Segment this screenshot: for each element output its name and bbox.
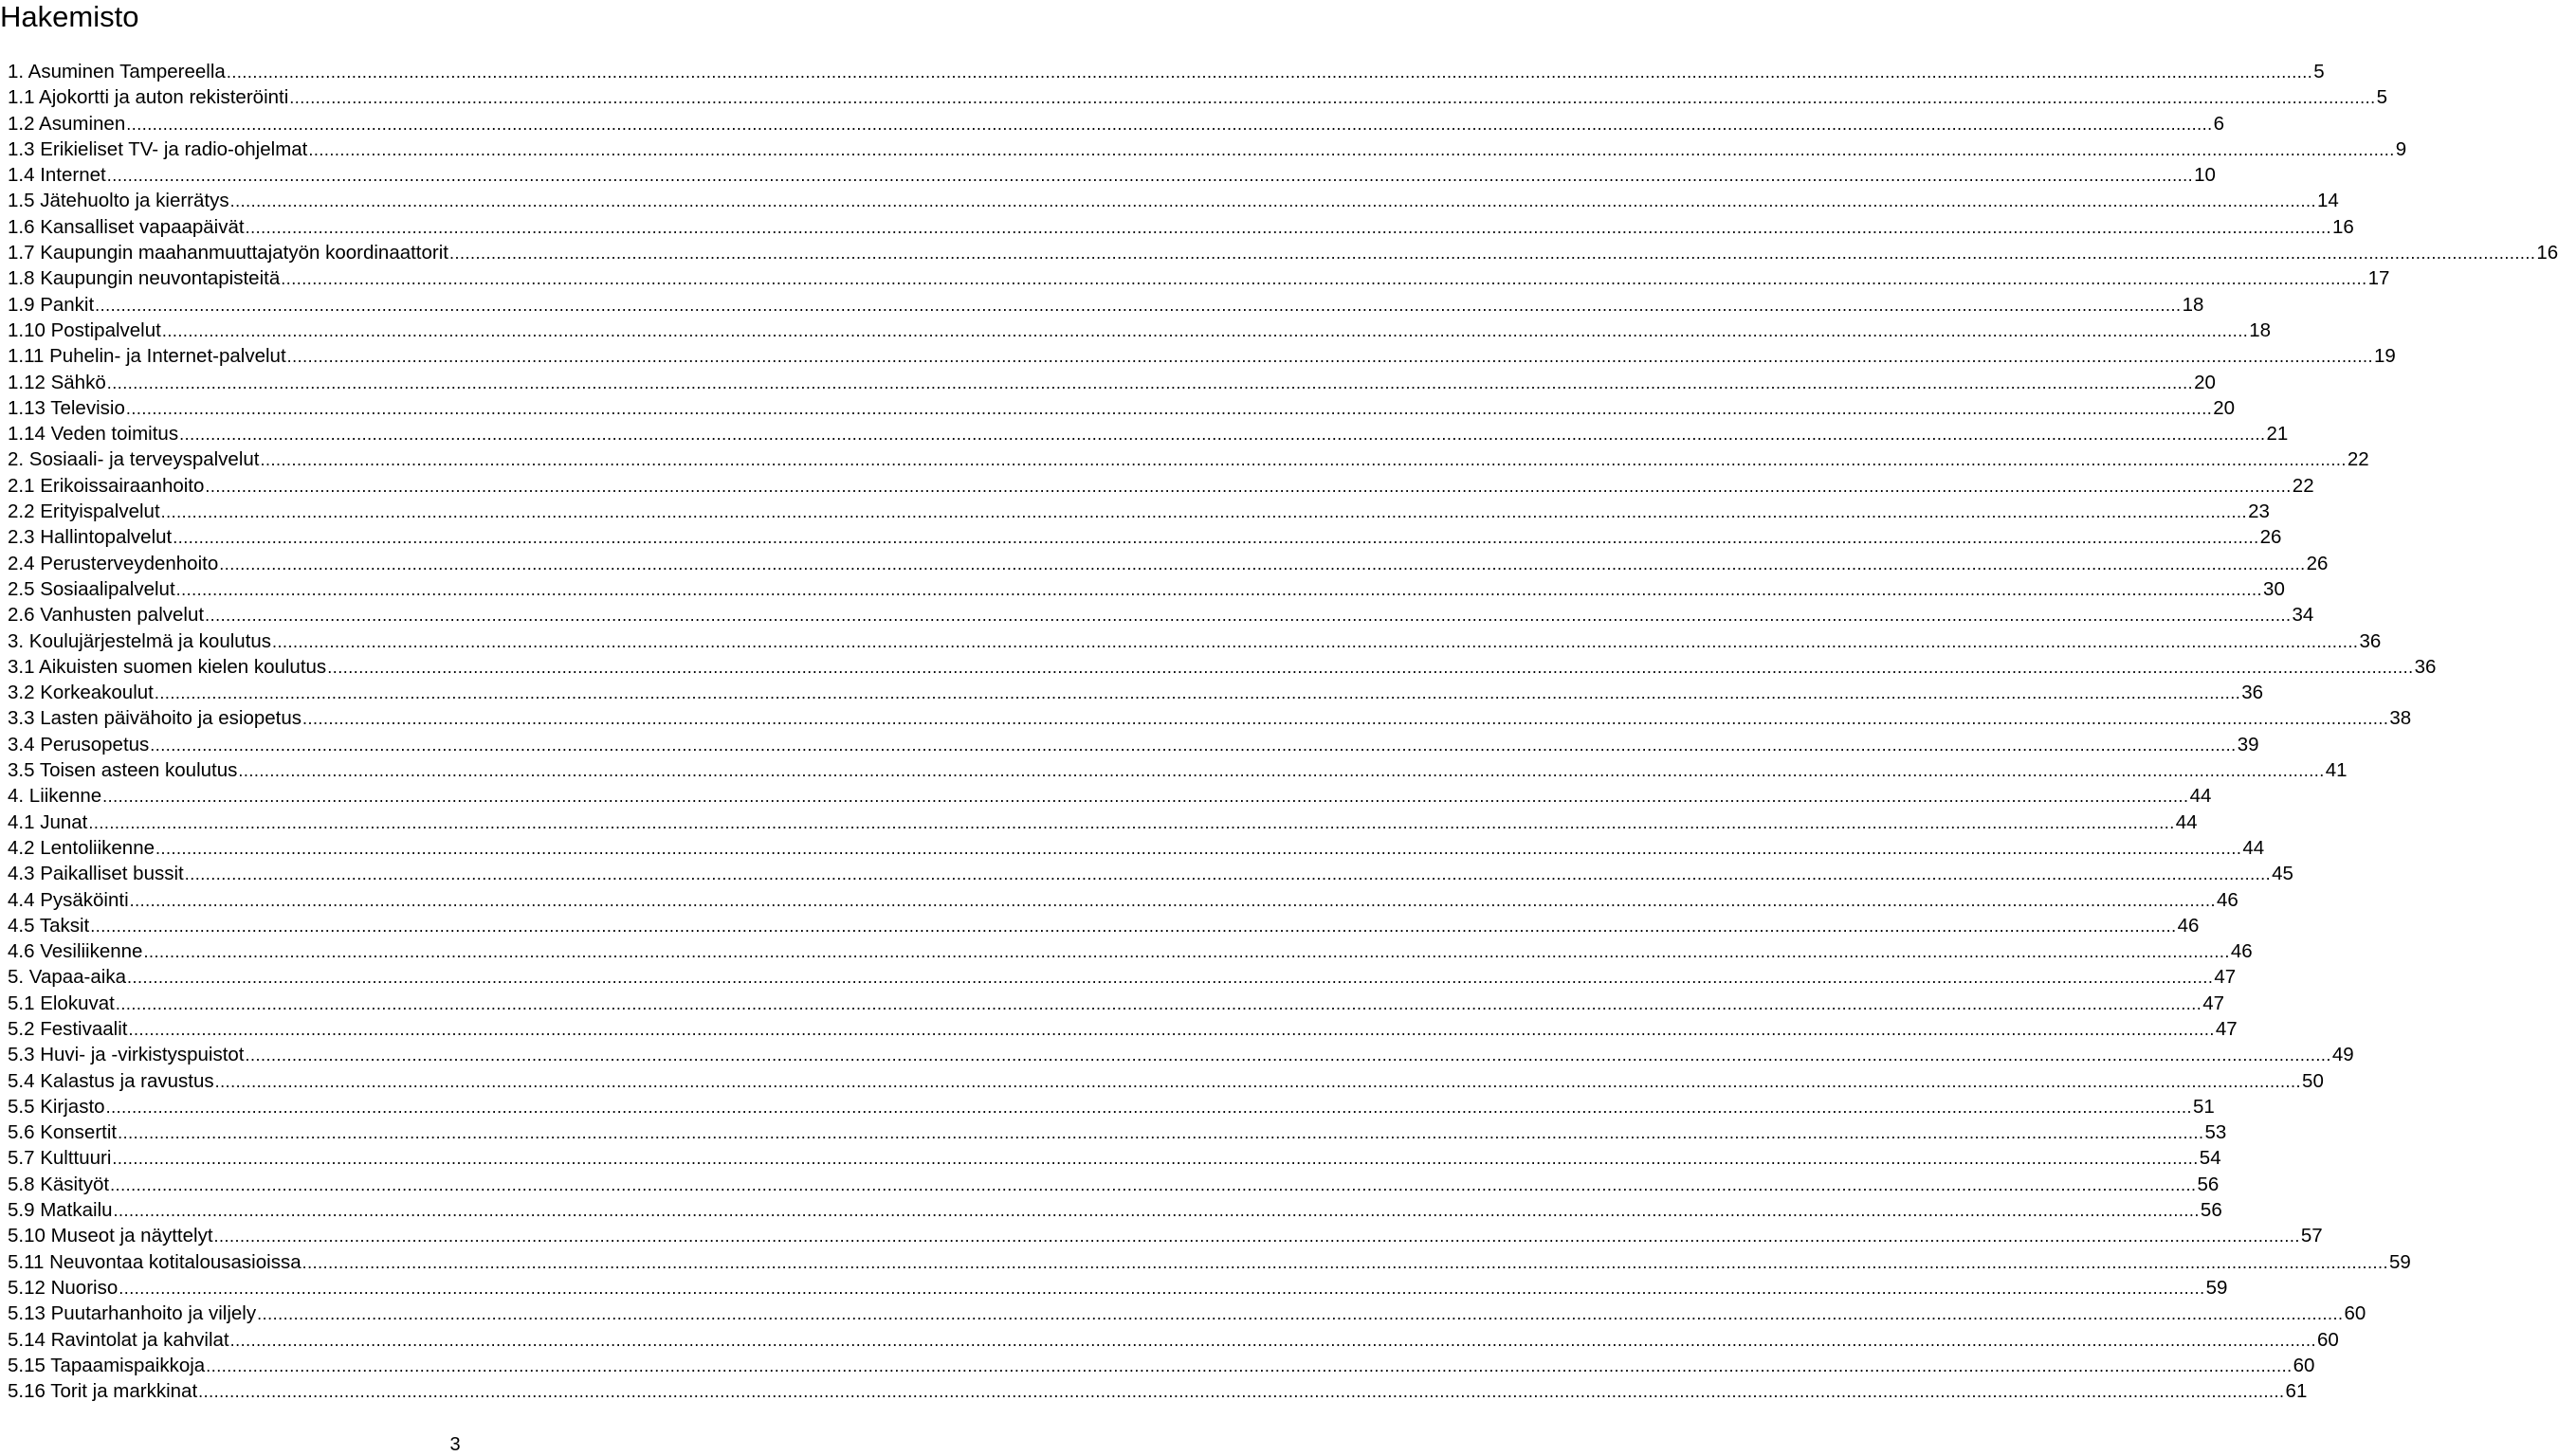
toc-entry-page-number[interactable]: 16 — [2331, 215, 2354, 238]
toc-entry[interactable] — [8, 1327, 2339, 1353]
toc-entry-page-number[interactable]: 47 — [2215, 1017, 2238, 1040]
toc-entry[interactable] — [8, 861, 2293, 886]
toc-entry[interactable] — [8, 343, 2396, 369]
toc-entry-label[interactable]: 2. Sosiaali- ja terveyspalvelut — [8, 448, 260, 471]
toc-entry[interactable] — [8, 1249, 2411, 1275]
toc-entry[interactable] — [8, 473, 2314, 499]
dot-leader: ................................................................................................................................................................................................................................................................................................................................................................................................................ — [213, 1227, 2300, 1247]
toc-entry-label[interactable]: 4.2 Lentoliikenne — [8, 836, 155, 859]
toc-entry-label[interactable]: 5.2 Festivaalit — [8, 1017, 128, 1040]
toc-entry[interactable] — [8, 162, 2216, 188]
toc-entry-page-number[interactable]: 22 — [2347, 448, 2369, 471]
dot-leader: ................................................................................................................................................................................................................................................................................................................................................................................................................ — [289, 88, 2376, 108]
dot-leader: ................................................................................................................................................................................................................................................................................................................................................................................................................ — [106, 166, 2194, 186]
dot-leader: ................................................................................................................................................................................................................................................................................................................................................................................................................ — [260, 450, 2347, 470]
dot-leader: ................................................................................................................................................................................................................................................................................................................................................................................................................ — [226, 63, 2313, 82]
toc-entry-label[interactable]: 3.5 Toisen asteen koulutus — [8, 759, 238, 782]
toc-entry-label[interactable]: 1.1 Ajokortti ja auton rekisteröinti — [8, 86, 289, 109]
toc-entry-page-number[interactable]: 6 — [2213, 112, 2225, 135]
dot-leader: ................................................................................................................................................................................................................................................................................................................................................................................................................ — [115, 993, 2202, 1013]
toc-entry-page-number[interactable]: 51 — [2192, 1095, 2215, 1118]
toc-entry-label[interactable]: 1.14 Veden toimitus — [8, 423, 179, 446]
dot-leader: ................................................................................................................................................................................................................................................................................................................................................................................................................ — [179, 425, 2266, 445]
toc-entry-page-number[interactable]: 45 — [2272, 863, 2293, 885]
toc-entry[interactable] — [8, 1094, 2215, 1119]
toc-entry-page-number[interactable]: 44 — [2189, 785, 2212, 808]
dot-leader: ................................................................................................................................................................................................................................................................................................................................................................................................................ — [272, 631, 2359, 651]
toc-entry[interactable] — [8, 654, 2437, 680]
toc-entry-label[interactable]: 2.2 Erityispalvelut — [8, 500, 160, 523]
toc-entry-label[interactable]: 2.5 Sosiaalipalvelut — [8, 577, 175, 600]
toc-entry-page-number[interactable]: 46 — [2230, 940, 2253, 963]
toc-entry[interactable] — [8, 1223, 2323, 1248]
toc-entry[interactable] — [8, 913, 2200, 938]
dot-leader: ................................................................................................................................................................................................................................................................................................................................................................................................................ — [219, 554, 2306, 573]
toc-entry[interactable] — [8, 395, 2236, 421]
dot-leader: ................................................................................................................................................................................................................................................................................................................................................................................................................ — [155, 838, 2242, 858]
toc-entry-label[interactable]: 1.7 Kaupungin maahanmuuttajatyön koordinaattorit — [8, 242, 448, 264]
toc-entry[interactable] — [8, 240, 2558, 265]
toc-entry-label[interactable]: 3.2 Korkeakoulut — [8, 682, 154, 704]
toc-entry-label[interactable]: 5.5 Kirjasto — [8, 1095, 105, 1118]
dot-leader: ................................................................................................................................................................................................................................................................................................................................................................................................................ — [198, 1382, 2285, 1402]
toc-entry-label[interactable]: 5.8 Käsityöt — [8, 1173, 110, 1195]
toc-entry-page-number[interactable]: 53 — [2204, 1121, 2227, 1144]
dot-leader: ................................................................................................................................................................................................................................................................................................................................................................................................................ — [327, 657, 2414, 677]
toc-entry[interactable] — [8, 810, 2198, 835]
toc-entry[interactable] — [8, 499, 2270, 524]
toc-entry-label[interactable]: 5.13 Puutarhanhoito ja viljely — [8, 1302, 257, 1325]
toc-entry[interactable] — [8, 991, 2225, 1016]
toc-entry-page-number[interactable]: 60 — [2344, 1302, 2366, 1325]
toc-entry[interactable] — [8, 680, 2264, 705]
dot-leader: ................................................................................................................................................................................................................................................................................................................................................................................................................ — [206, 1356, 2293, 1375]
toc-entry-label[interactable]: 1.6 Kansalliset vapaapäivät — [8, 215, 245, 238]
dot-leader: ................................................................................................................................................................................................................................................................................................................................................................................................................ — [112, 1149, 2199, 1169]
toc-entry[interactable] — [8, 732, 2259, 757]
toc-entry-page-number[interactable]: 36 — [2414, 655, 2437, 678]
toc-entry-page-number[interactable]: 10 — [2194, 164, 2216, 187]
toc-entry[interactable] — [8, 59, 2325, 84]
toc-entry[interactable] — [8, 1042, 2354, 1067]
toc-entry-page-number[interactable]: 59 — [2205, 1276, 2228, 1299]
toc-entry-label[interactable]: 1.2 Asuminen — [8, 112, 126, 135]
toc-entry-page-number[interactable]: 57 — [2300, 1225, 2323, 1247]
dot-leader: ................................................................................................................................................................................................................................................................................................................................................................................................................ — [128, 1019, 2215, 1039]
toc-entry-page-number[interactable]: 59 — [2388, 1250, 2411, 1273]
toc-entry[interactable] — [8, 318, 2272, 343]
toc-entry[interactable] — [8, 783, 2212, 809]
toc-entry[interactable] — [8, 1301, 2366, 1326]
toc-entry-page-number[interactable]: 9 — [2395, 137, 2407, 160]
dot-leader: ................................................................................................................................................................................................................................................................................................................................................................................................................ — [205, 606, 2292, 626]
table-of-contents — [8, 59, 2558, 1404]
toc-entry[interactable] — [8, 576, 2285, 602]
dot-leader: ................................................................................................................................................................................................................................................................................................................................................................................................................ — [110, 1174, 2197, 1194]
toc-entry-page-number[interactable]: 49 — [2331, 1044, 2354, 1066]
toc-entry-page-number[interactable]: 56 — [2197, 1173, 2220, 1195]
toc-entry[interactable] — [8, 214, 2354, 240]
dot-leader: ................................................................................................................................................................................................................................................................................................................................................................................................................ — [302, 709, 2389, 729]
toc-entry-page-number[interactable]: 41 — [2325, 759, 2348, 782]
toc-entry-page-number[interactable]: 38 — [2389, 707, 2412, 730]
toc-entry-label[interactable]: 1.11 Puhelin- ja Internet-palvelut — [8, 345, 286, 368]
toc-entry-page-number[interactable]: 26 — [2306, 552, 2329, 574]
dot-leader: ................................................................................................................................................................................................................................................................................................................................................................................................................ — [205, 476, 2292, 496]
toc-entry-label[interactable]: 1.5 Jätehuolto ja kierrätys — [8, 190, 229, 212]
toc-entry[interactable] — [8, 421, 2289, 446]
toc-entry-page-number[interactable]: 30 — [2263, 577, 2285, 600]
toc-entry[interactable] — [8, 1378, 2308, 1404]
dot-leader: ................................................................................................................................................................................................................................................................................................................................................................................................................ — [129, 890, 2217, 910]
dot-leader: ................................................................................................................................................................................................................................................................................................................................................................................................................ — [281, 269, 2367, 289]
toc-entry[interactable] — [8, 370, 2216, 395]
toc-entry-label[interactable]: 5. Vapaa-aika — [8, 966, 126, 989]
toc-entry-page-number[interactable]: 5 — [2376, 86, 2388, 109]
toc-entry[interactable] — [8, 111, 2225, 136]
toc-entry-label[interactable]: 5.1 Elokuvat — [8, 992, 115, 1014]
dot-leader: ................................................................................................................................................................................................................................................................................................................................................................................................................ — [229, 191, 2316, 211]
toc-entry[interactable] — [8, 1068, 2324, 1094]
toc-entry-label[interactable]: 1.4 Internet — [8, 164, 106, 187]
toc-entry-page-number[interactable]: 23 — [2248, 500, 2270, 523]
toc-entry-label[interactable]: 5.4 Kalastus ja ravustus — [8, 1069, 214, 1092]
toc-entry[interactable] — [8, 1353, 2315, 1378]
toc-entry[interactable] — [8, 446, 2369, 472]
toc-entry[interactable] — [8, 84, 2388, 110]
toc-entry-label[interactable]: 1.9 Pankit — [8, 293, 95, 316]
toc-entry-label[interactable]: 1.8 Kaupungin neuvontapisteitä — [8, 267, 281, 290]
toc-entry-page-number[interactable]: 60 — [2317, 1328, 2339, 1351]
toc-entry-label[interactable]: 1.12 Sähkö — [8, 371, 106, 393]
toc-entry-label[interactable]: 1.13 Televisio — [8, 396, 125, 419]
toc-entry-page-number[interactable]: 22 — [2292, 474, 2314, 497]
toc-entry-page-number[interactable]: 36 — [2359, 629, 2382, 652]
toc-entry[interactable] — [8, 136, 2407, 162]
dot-leader: ................................................................................................................................................................................................................................................................................................................................................................................................................ — [88, 812, 2175, 832]
toc-entry[interactable] — [8, 1275, 2228, 1301]
toc-entry[interactable] — [8, 938, 2253, 964]
toc-entry-page-number[interactable]: 46 — [2177, 914, 2200, 937]
toc-entry-page-number[interactable]: 47 — [2214, 966, 2237, 989]
dot-leader: ................................................................................................................................................................................................................................................................................................................................................................................................................ — [229, 1330, 2316, 1350]
toc-entry-page-number[interactable]: 44 — [2242, 836, 2265, 859]
toc-entry-label[interactable]: 5.14 Ravintolat ja kahvilat — [8, 1328, 229, 1351]
page-number: 3 — [449, 1434, 461, 1455]
dot-leader: ................................................................................................................................................................................................................................................................................................................................................................................................................ — [238, 761, 2325, 781]
toc-entry-label[interactable]: 5.11 Neuvontaa kotitalousasioissa — [8, 1250, 301, 1273]
dot-leader: ................................................................................................................................................................................................................................................................................................................................................................................................................ — [105, 1097, 2192, 1117]
toc-entry-page-number[interactable]: 46 — [2217, 888, 2238, 911]
toc-entry[interactable] — [8, 628, 2382, 654]
toc-entry-label[interactable]: 2.1 Erikoissairaanhoito — [8, 474, 205, 497]
dot-leader: ................................................................................................................................................................................................................................................................................................................................................................................................................ — [106, 373, 2194, 392]
toc-entry-label[interactable]: 2.6 Vanhusten palvelut — [8, 604, 205, 627]
toc-entry-page-number[interactable]: 54 — [2199, 1147, 2221, 1170]
toc-entry-page-number[interactable]: 18 — [2249, 318, 2272, 341]
toc-entry-label[interactable]: 4.4 Pysäköinti — [8, 888, 129, 911]
dot-leader: ................................................................................................................................................................................................................................................................................................................................................................................................................ — [95, 295, 2182, 315]
toc-entry-label[interactable]: 4.1 Junat — [8, 810, 88, 833]
dot-leader: ................................................................................................................................................................................................................................................................................................................................................................................................................ — [245, 217, 2331, 237]
dot-leader: ................................................................................................................................................................................................................................................................................................................................................................................................................ — [143, 942, 2230, 962]
toc-entry-page-number[interactable]: 18 — [2182, 293, 2204, 316]
dot-leader: ................................................................................................................................................................................................................................................................................................................................................................................................................ — [125, 398, 2213, 418]
dot-leader: ................................................................................................................................................................................................................................................................................................................................................................................................................ — [126, 968, 2214, 988]
toc-entry[interactable] — [8, 1119, 2227, 1145]
toc-entry-label[interactable]: 1.10 Postipalvelut — [8, 318, 161, 341]
dot-leader: ................................................................................................................................................................................................................................................................................................................................................................................................................ — [214, 1071, 2302, 1091]
toc-entry[interactable] — [8, 524, 2282, 550]
toc-entry[interactable] — [8, 1197, 2222, 1223]
toc-entry-page-number[interactable]: 39 — [2237, 733, 2259, 755]
dot-leader: ................................................................................................................................................................................................................................................................................................................................................................................................................ — [90, 916, 2177, 936]
toc-entry-page-number[interactable]: 17 — [2367, 267, 2390, 290]
dot-leader: ................................................................................................................................................................................................................................................................................................................................................................................................................ — [102, 787, 2189, 807]
toc-entry-label[interactable]: 2.4 Perusterveydenhoito — [8, 552, 219, 574]
dot-leader: ................................................................................................................................................................................................................................................................................................................................................................................................................ — [113, 1201, 2200, 1221]
toc-entry-label[interactable]: 3. Koulujärjestelmä ja koulutus — [8, 629, 272, 652]
dot-leader: ................................................................................................................................................................................................................................................................................................................................................................................................................ — [150, 735, 2237, 755]
dot-leader: ................................................................................................................................................................................................................................................................................................................................................................................................................ — [286, 347, 2374, 367]
toc-entry-page-number[interactable]: 20 — [2213, 396, 2236, 419]
toc-entry[interactable] — [8, 1145, 2221, 1171]
toc-entry-page-number[interactable]: 61 — [2285, 1380, 2308, 1403]
toc-entry-page-number[interactable]: 5 — [2313, 61, 2325, 82]
toc-entry[interactable] — [8, 835, 2265, 861]
page-title: Hakemisto — [0, 0, 139, 33]
toc-entry-label[interactable]: 2.3 Hallintopalvelut — [8, 526, 173, 549]
toc-entry[interactable] — [8, 757, 2348, 783]
toc-entry[interactable] — [8, 292, 2204, 318]
toc-entry-label[interactable]: 4.6 Vesiliikenne — [8, 940, 143, 963]
toc-entry-label[interactable]: 4. Liikenne — [8, 785, 102, 808]
toc-entry[interactable] — [8, 705, 2412, 731]
toc-entry[interactable] — [8, 188, 2339, 213]
toc-entry[interactable] — [8, 1172, 2220, 1197]
toc-entry-page-number[interactable]: 14 — [2317, 190, 2339, 212]
toc-entry-page-number[interactable]: 20 — [2194, 371, 2216, 393]
dot-leader: ................................................................................................................................................................................................................................................................................................................................................................................................................ — [119, 1278, 2205, 1298]
dot-leader: ................................................................................................................................................................................................................................................................................................................................................................................................................ — [175, 579, 2263, 599]
dot-leader: ................................................................................................................................................................................................................................................................................................................................................................................................................ — [160, 502, 2248, 522]
toc-entry-page-number[interactable]: 56 — [2200, 1199, 2222, 1222]
dot-leader: ................................................................................................................................................................................................................................................................................................................................................................................................................ — [126, 114, 2213, 134]
toc-entry-label[interactable]: 4.5 Taksit — [8, 914, 90, 937]
toc-entry[interactable] — [8, 964, 2237, 990]
toc-entry[interactable] — [8, 602, 2314, 628]
toc-entry-page-number[interactable]: 21 — [2266, 423, 2289, 446]
toc-entry[interactable] — [8, 887, 2238, 913]
toc-entry[interactable] — [8, 265, 2390, 291]
toc-entry-label[interactable]: 5.16 Torit ja markkinat — [8, 1380, 198, 1403]
dot-leader: ................................................................................................................................................................................................................................................................................................................................................................................................................ — [118, 1123, 2204, 1143]
dot-leader: ................................................................................................................................................................................................................................................................................................................................................................................................................ — [257, 1304, 2344, 1324]
toc-entry[interactable] — [8, 1016, 2238, 1042]
toc-entry-label[interactable]: 5.9 Matkailu — [8, 1199, 113, 1222]
toc-entry-page-number[interactable]: 36 — [2241, 682, 2264, 704]
toc-entry-label[interactable]: 1. Asuminen Tampereella — [8, 61, 226, 82]
dot-leader: ................................................................................................................................................................................................................................................................................................................................................................................................................ — [308, 139, 2395, 159]
toc-entry-page-number[interactable]: 47 — [2202, 992, 2225, 1014]
dot-leader: ................................................................................................................................................................................................................................................................................................................................................................................................................ — [448, 244, 2536, 264]
toc-entry-label[interactable]: 5.3 Huvi- ja -virkistyspuistot — [8, 1044, 245, 1066]
toc-entry-page-number[interactable]: 19 — [2374, 345, 2396, 368]
toc-entry-page-number[interactable]: 60 — [2293, 1354, 2315, 1376]
toc-entry-page-number[interactable]: 50 — [2302, 1069, 2324, 1092]
toc-entry-label[interactable]: 5.7 Kulttuuri — [8, 1147, 112, 1170]
toc-entry-label[interactable]: 1.3 Erikieliset TV- ja radio-ohjelmat — [8, 137, 308, 160]
dot-leader: ................................................................................................................................................................................................................................................................................................................................................................................................................ — [173, 528, 2259, 548]
toc-entry-label[interactable]: 5.12 Nuoriso — [8, 1276, 119, 1299]
dot-leader: ................................................................................................................................................................................................................................................................................................................................................................................................................ — [245, 1046, 2331, 1065]
dot-leader: ................................................................................................................................................................................................................................................................................................................................................................................................................ — [184, 864, 2272, 884]
toc-entry-label[interactable]: 5.10 Museot ja näyttelyt — [8, 1225, 213, 1247]
dot-leader: ................................................................................................................................................................................................................................................................................................................................................................................................................ — [154, 683, 2241, 703]
toc-entry-page-number[interactable]: 16 — [2536, 242, 2558, 264]
toc-entry-label[interactable]: 3.1 Aikuisten suomen kielen koulutus — [8, 655, 327, 678]
toc-entry-label[interactable]: 4.3 Paikalliset bussit — [8, 863, 184, 885]
toc-entry[interactable] — [8, 551, 2329, 576]
toc-entry-page-number[interactable]: 34 — [2292, 604, 2314, 627]
dot-leader: ................................................................................................................................................................................................................................................................................................................................................................................................................ — [301, 1252, 2388, 1272]
toc-entry-label[interactable]: 3.4 Perusopetus — [8, 733, 150, 755]
dot-leader: ................................................................................................................................................................................................................................................................................................................................................................................................................ — [161, 320, 2249, 340]
toc-entry-label[interactable]: 5.15 Tapaamispaikkoja — [8, 1354, 206, 1376]
toc-entry-label[interactable]: 3.3 Lasten päivähoito ja esiopetus — [8, 707, 302, 730]
toc-entry-page-number[interactable]: 26 — [2259, 526, 2282, 549]
toc-entry-page-number[interactable]: 44 — [2175, 810, 2198, 833]
toc-entry-label[interactable]: 5.6 Konsertit — [8, 1121, 118, 1144]
